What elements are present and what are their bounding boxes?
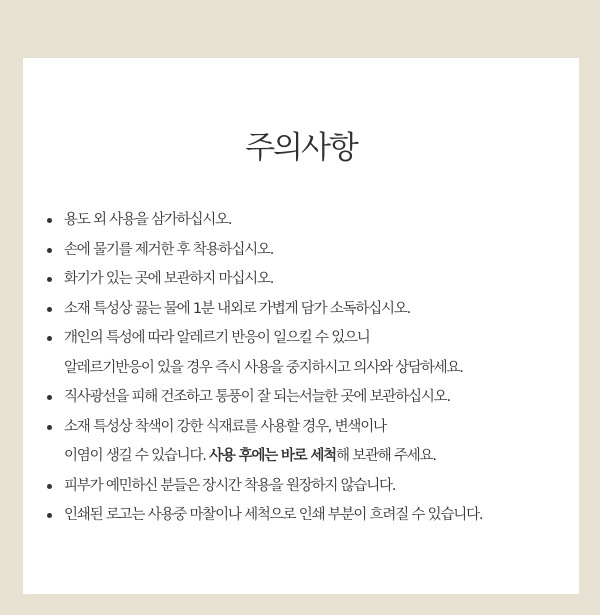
list-item-text-line2: 이염이 생길 수 있습니다. [64, 448, 210, 464]
list-item [47, 413, 571, 472]
bullet-icon [47, 218, 52, 223]
bullet-icon [47, 248, 52, 253]
bullet-icon [47, 484, 52, 489]
emphasis-text: 사용 후에는 바로 세척 [209, 448, 336, 464]
bullet-icon [47, 425, 52, 430]
list-item-text: 화기가 있는 곳에 보관하지 마십시오. [64, 271, 274, 287]
list-item [47, 236, 571, 266]
bullet-icon [47, 336, 52, 341]
list-item [47, 295, 571, 325]
list-item-text: 직사광선을 피해 건조하고 통풍이 잘 되는서늘한 곳에 보관하십시오. [64, 389, 450, 405]
list-item-text-line2: 알레르기반응이 있을 경우 즉시 사용을 중지하시고 의사와 상담하세요. [64, 359, 463, 376]
list-item [47, 206, 571, 236]
bullet-icon [47, 513, 52, 518]
bullet-icon [47, 277, 52, 282]
list-item [47, 501, 571, 531]
list-item-text: 인쇄된 로고는 사용중 마찰이나 세척으로 인쇄 부분이 흐려질 수 있습니다. [64, 507, 483, 523]
bullet-icon [47, 395, 52, 400]
list-item-text: 용도 외 사용을 삼가하십시오. [64, 212, 232, 228]
list-item-text-tail: 해 보관해 주세요. [335, 448, 436, 464]
caution-list [47, 206, 571, 531]
list-item [47, 472, 571, 502]
bullet-icon [47, 307, 52, 312]
list-item-text: 소재 특성상 끓는 물에 1분 내외로 가볍게 담가 소독하십시오. [64, 300, 411, 317]
list-item-text: 소재 특성상 착색이 강한 식재료를 사용할 경우, 변색이나 [64, 418, 386, 435]
list-item [47, 383, 571, 413]
list-item-text: 피부가 예민하신 분들은 장시간 착용을 원장하지 않습니다. [64, 477, 396, 494]
list-item-text: 손에 물기를 제거한 후 착용하십시오. [64, 241, 274, 258]
list-item [47, 324, 571, 383]
page-title: 주의사항 [245, 130, 357, 166]
list-item-text: 개인의 특성에 따라 알레르기 반응이 일으킬 수 있으니 [64, 330, 370, 346]
notice-card [23, 58, 579, 594]
list-item [47, 265, 571, 295]
